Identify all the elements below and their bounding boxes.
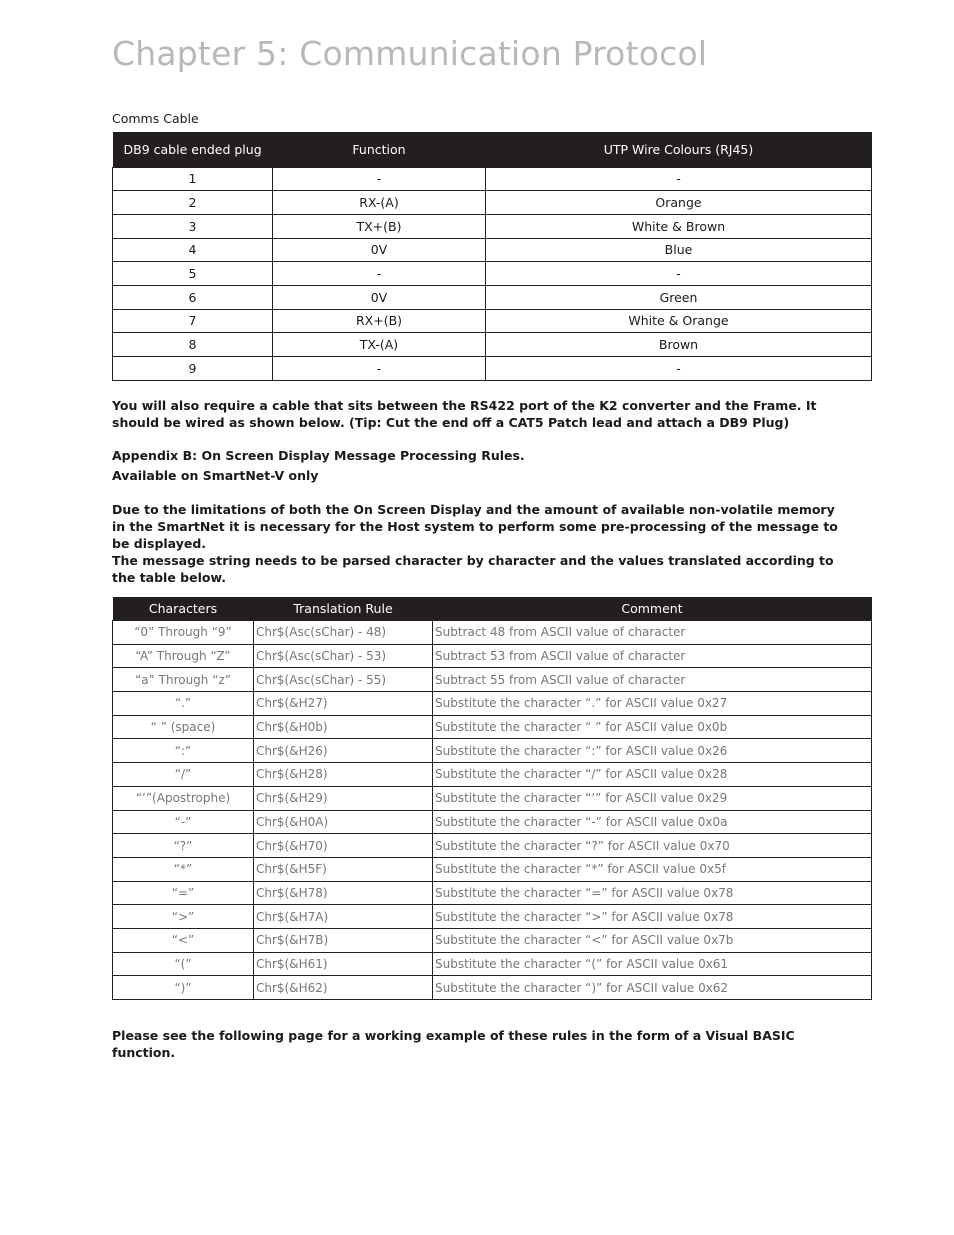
table-row xyxy=(113,928,872,952)
table-row xyxy=(113,644,872,668)
cell-db9-pin: 5 xyxy=(113,262,273,286)
column-header-utp-colours: UTP Wire Colours (RJ45) xyxy=(486,132,872,167)
cell-wire-colour: White & Brown xyxy=(486,214,872,238)
table-row xyxy=(113,763,872,787)
cell-function: 0V xyxy=(273,238,486,262)
comms-cable-caption: Comms Cable xyxy=(112,111,199,126)
table-row xyxy=(113,715,872,739)
appendix-title: Appendix B: On Screen Display Message Processing Rules. xyxy=(112,448,525,463)
table-row xyxy=(113,285,872,309)
cell-translation-rule: Chr$(&H78) xyxy=(254,881,433,905)
cell-function: RX+(B) xyxy=(273,309,486,333)
cell-function: TX-(A) xyxy=(273,333,486,357)
cell-function: TX+(B) xyxy=(273,214,486,238)
cell-characters: “0” Through “9” xyxy=(113,621,254,645)
cell-characters: “:” xyxy=(113,739,254,763)
cell-wire-colour: Orange xyxy=(486,191,872,215)
cell-characters: “?” xyxy=(113,834,254,858)
table-row xyxy=(113,881,872,905)
cell-characters: “A” Through “Z” xyxy=(113,644,254,668)
cell-comment: Substitute the character “-” for ASCII value 0x0a xyxy=(433,810,872,834)
cell-db9-pin: 7 xyxy=(113,309,273,333)
table-header-row xyxy=(113,597,872,621)
cell-comment: Subtract 53 from ASCII value of character xyxy=(433,644,872,668)
cell-comment: Subtract 48 from ASCII value of character xyxy=(433,621,872,645)
footer-note: Please see the following page for a working example of these rules in the form of a Visual BASIC function. xyxy=(112,1028,795,1060)
cell-function: - xyxy=(273,262,486,286)
cell-characters: “)” xyxy=(113,976,254,1000)
cell-comment: Substitute the character “’” for ASCII value 0x29 xyxy=(433,786,872,810)
table-row xyxy=(113,786,872,810)
cell-db9-pin: 9 xyxy=(113,357,273,381)
cell-translation-rule: Chr$(&H28) xyxy=(254,763,433,787)
cell-characters: “a” Through “z” xyxy=(113,668,254,692)
table-row xyxy=(113,262,872,286)
cell-characters: “<” xyxy=(113,928,254,952)
table-row xyxy=(113,834,872,858)
appendix-subtitle: Available on SmartNet-V only xyxy=(112,468,319,483)
table-row xyxy=(113,167,872,191)
cell-translation-rule: Chr$(&H29) xyxy=(254,786,433,810)
cell-translation-rule: Chr$(Asc(sChar) - 53) xyxy=(254,644,433,668)
cell-db9-pin: 8 xyxy=(113,333,273,357)
cell-translation-rule: Chr$(&H62) xyxy=(254,976,433,1000)
cell-translation-rule: Chr$(&H70) xyxy=(254,834,433,858)
cell-translation-rule: Chr$(&H7A) xyxy=(254,905,433,929)
cell-comment: Subtract 55 from ASCII value of character xyxy=(433,668,872,692)
table-row xyxy=(113,333,872,357)
column-header-translation-rule: Translation Rule xyxy=(254,597,433,621)
cell-comment: Substitute the character “<” for ASCII value 0x7b xyxy=(433,928,872,952)
cell-db9-pin: 1 xyxy=(113,167,273,191)
table-row xyxy=(113,191,872,215)
cell-characters: “.” xyxy=(113,692,254,716)
parse-paragraph: The message string needs to be parsed character by character and the values translated according to the table below. xyxy=(112,553,834,585)
table-row xyxy=(113,739,872,763)
cell-function: RX-(A) xyxy=(273,191,486,215)
cell-wire-colour: - xyxy=(486,262,872,286)
cell-comment: Substitute the character “(” for ASCII value 0x61 xyxy=(433,952,872,976)
cell-translation-rule: Chr$(&H26) xyxy=(254,739,433,763)
cell-function: - xyxy=(273,357,486,381)
cell-characters: “(” xyxy=(113,952,254,976)
cell-wire-colour: White & Orange xyxy=(486,309,872,333)
column-header-db9: DB9 cable ended plug xyxy=(113,132,273,167)
table-row xyxy=(113,214,872,238)
cell-characters: “*” xyxy=(113,857,254,881)
table-row xyxy=(113,668,872,692)
cell-comment: Substitute the character “*” for ASCII value 0x5f xyxy=(433,857,872,881)
cell-comment: Substitute the character “ ” for ASCII value 0x0b xyxy=(433,715,872,739)
comms-cable-table xyxy=(112,132,872,381)
cell-characters: “ ” (space) xyxy=(113,715,254,739)
cell-translation-rule: Chr$(&H0A) xyxy=(254,810,433,834)
cell-translation-rule: Chr$(&H5F) xyxy=(254,857,433,881)
table-row xyxy=(113,621,872,645)
table-row xyxy=(113,952,872,976)
cell-translation-rule: Chr$(&H7B) xyxy=(254,928,433,952)
table-row xyxy=(113,309,872,333)
cell-comment: Substitute the character “.” for ASCII value 0x27 xyxy=(433,692,872,716)
cell-comment: Substitute the character “/” for ASCII value 0x28 xyxy=(433,763,872,787)
cell-comment: Substitute the character “>” for ASCII value 0x78 xyxy=(433,905,872,929)
table-row xyxy=(113,905,872,929)
cell-characters: “>” xyxy=(113,905,254,929)
cell-translation-rule: Chr$(&H0b) xyxy=(254,715,433,739)
cell-wire-colour: Green xyxy=(486,285,872,309)
cell-wire-colour: Blue xyxy=(486,238,872,262)
column-header-comment: Comment xyxy=(433,597,872,621)
table-header-row xyxy=(113,132,872,167)
cell-wire-colour: - xyxy=(486,167,872,191)
cell-function: 0V xyxy=(273,285,486,309)
cell-characters: “-” xyxy=(113,810,254,834)
table-row xyxy=(113,976,872,1000)
cell-translation-rule: Chr$(&H61) xyxy=(254,952,433,976)
cell-db9-pin: 3 xyxy=(113,214,273,238)
cell-comment: Substitute the character “)” for ASCII value 0x62 xyxy=(433,976,872,1000)
cell-comment: Substitute the character “=” for ASCII value 0x78 xyxy=(433,881,872,905)
cell-db9-pin: 4 xyxy=(113,238,273,262)
column-header-function: Function xyxy=(273,132,486,167)
cell-wire-colour: Brown xyxy=(486,333,872,357)
translation-rules-table xyxy=(112,597,872,1000)
column-header-characters: Characters xyxy=(113,597,254,621)
cell-comment: Substitute the character “?” for ASCII value 0x70 xyxy=(433,834,872,858)
table-row xyxy=(113,857,872,881)
cell-translation-rule: Chr$(Asc(sChar) - 48) xyxy=(254,621,433,645)
table-row xyxy=(113,238,872,262)
cable-note: You will also require a cable that sits between the RS422 port of the K2 converter and the Frame. It should be wired as shown below. (Tip: Cut the end off a CAT5 Patch lead and attach a DB9 Plug) xyxy=(112,398,817,430)
table-row xyxy=(113,810,872,834)
cell-characters: “’”(Apostrophe) xyxy=(113,786,254,810)
limitations-paragraph: Due to the limitations of both the On Screen Display and the amount of available non-volatile memory in the SmartNet it is necessary for the Host system to perform some pre-processing of the message to be displayed. xyxy=(112,502,838,551)
table-row xyxy=(113,357,872,381)
cell-db9-pin: 2 xyxy=(113,191,273,215)
cell-function: - xyxy=(273,167,486,191)
cell-translation-rule: Chr$(&H27) xyxy=(254,692,433,716)
cell-wire-colour: - xyxy=(486,357,872,381)
cell-db9-pin: 6 xyxy=(113,285,273,309)
cell-translation-rule: Chr$(Asc(sChar) - 55) xyxy=(254,668,433,692)
cell-characters: “=” xyxy=(113,881,254,905)
chapter-title: Chapter 5: Communication Protocol xyxy=(112,34,708,73)
cell-comment: Substitute the character “:” for ASCII value 0x26 xyxy=(433,739,872,763)
cell-characters: “/” xyxy=(113,763,254,787)
table-row xyxy=(113,692,872,716)
